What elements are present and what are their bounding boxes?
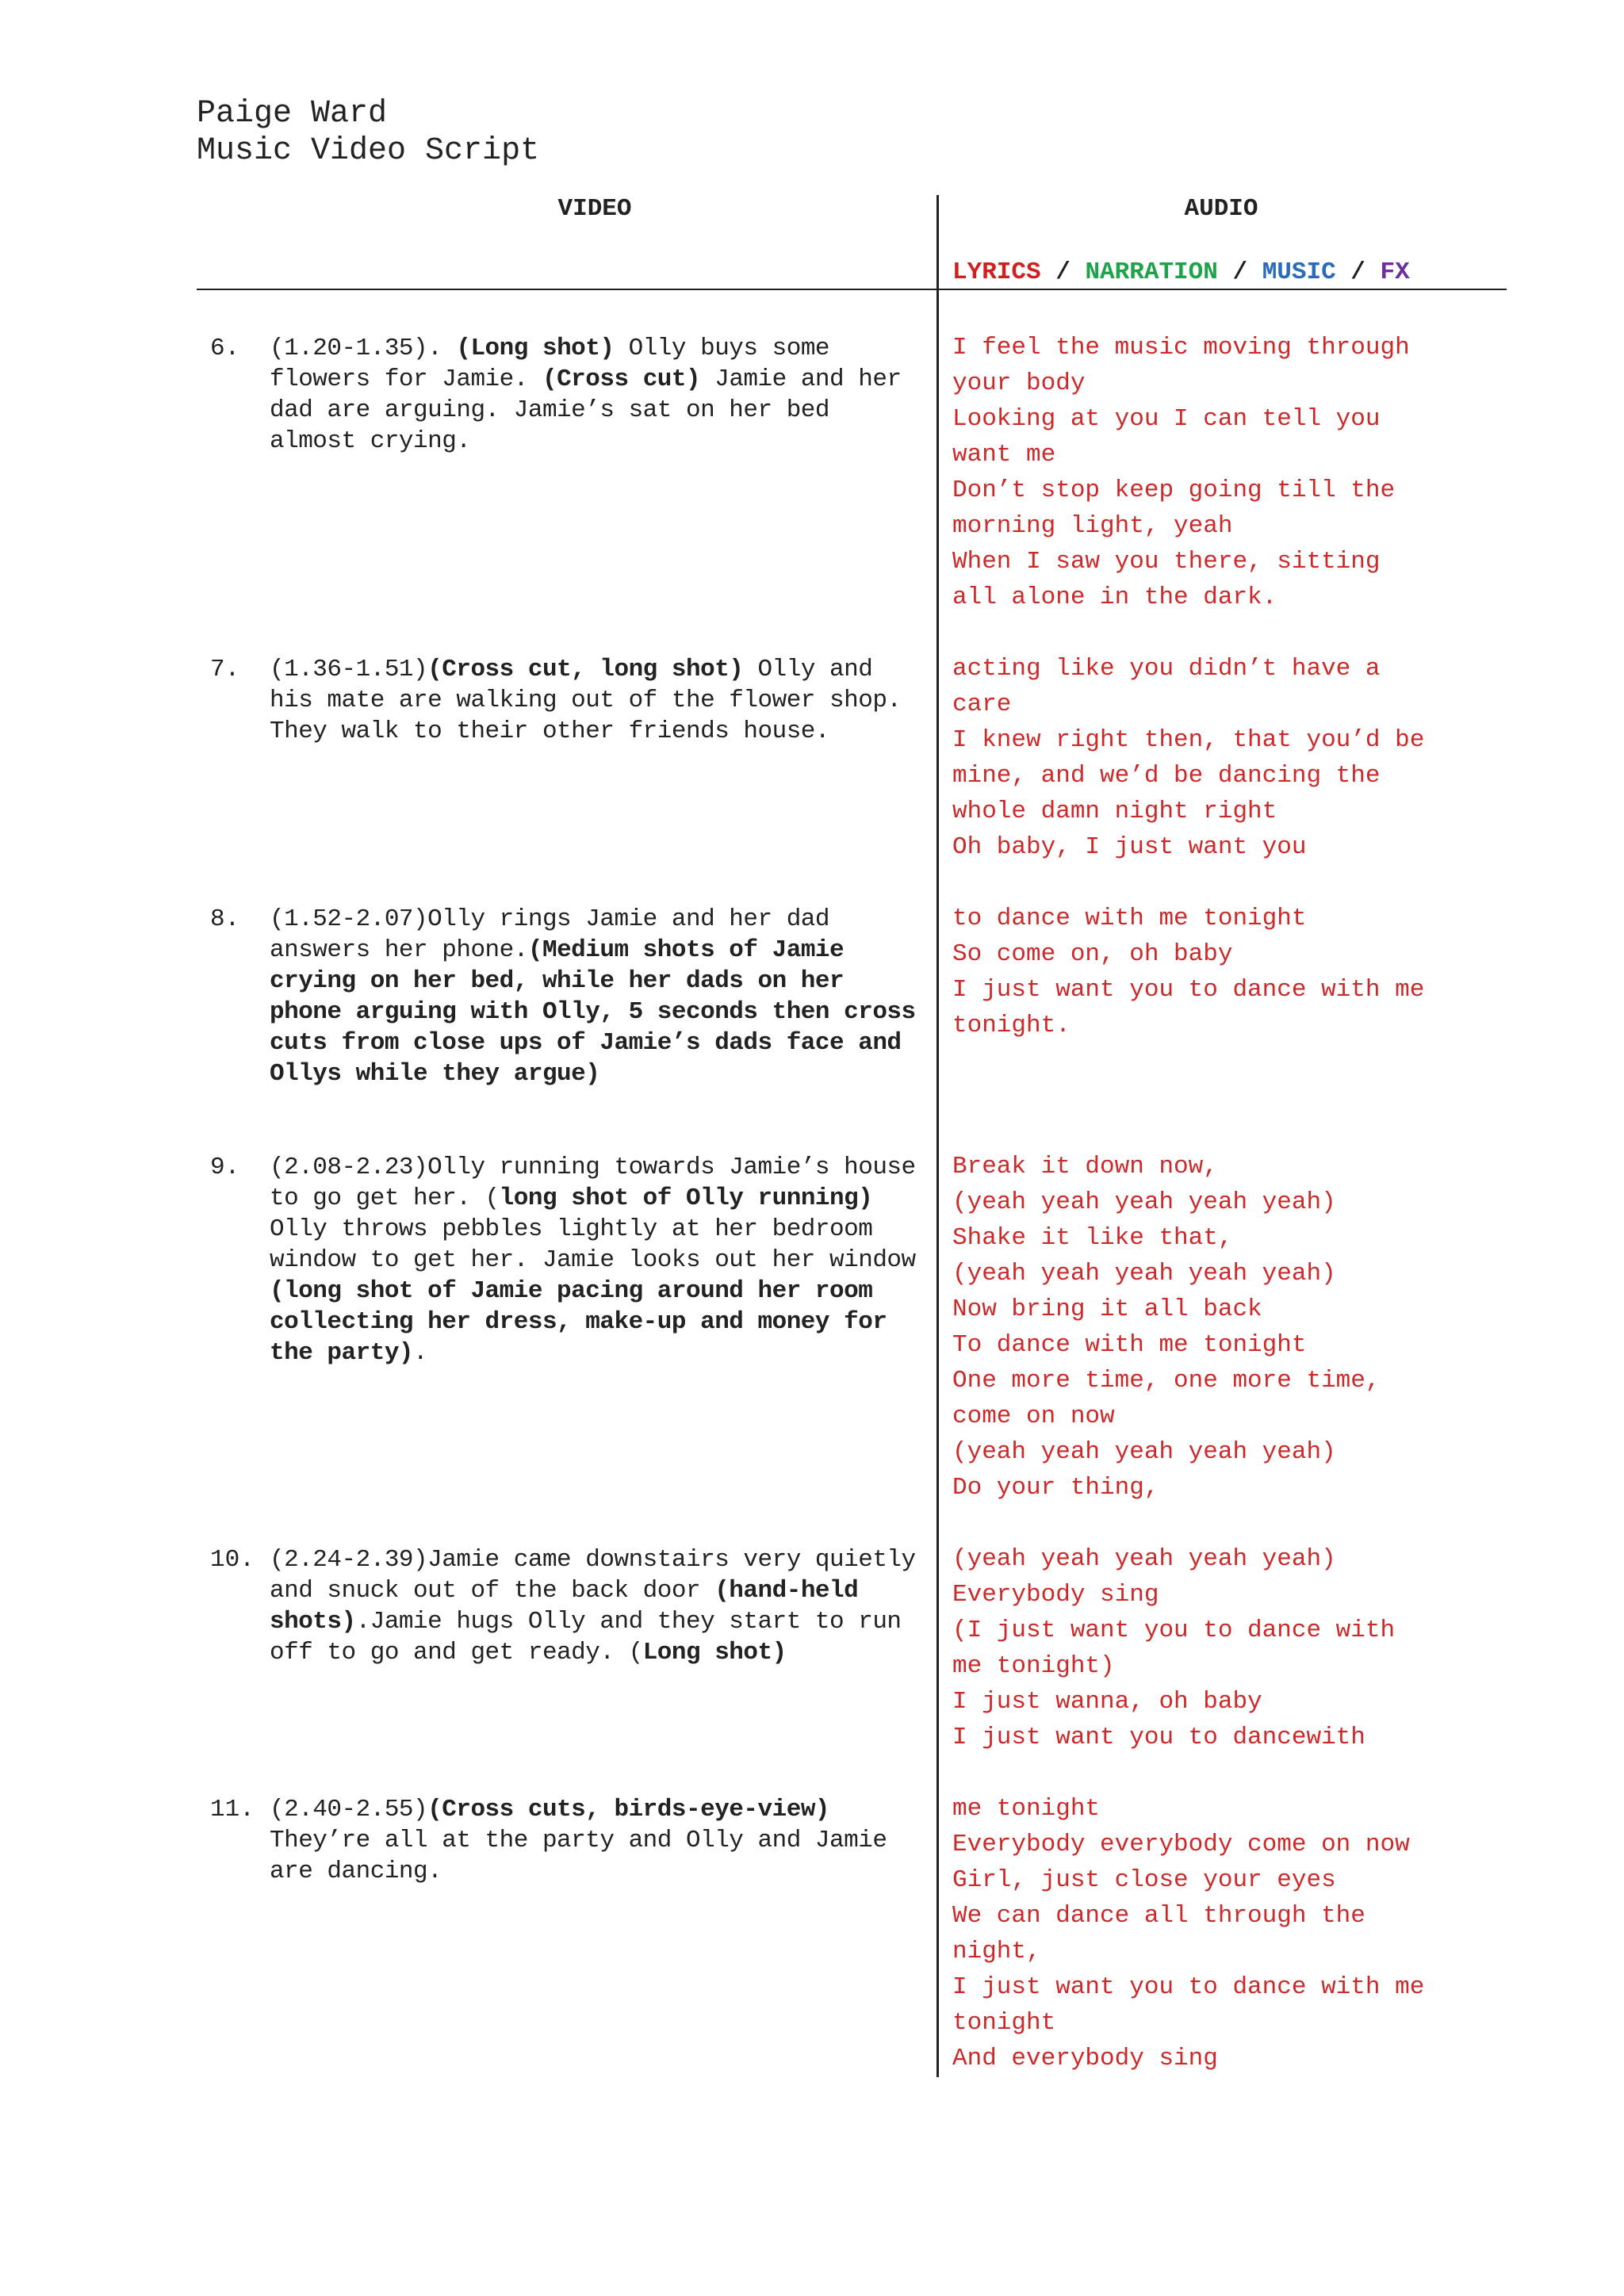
lyric-line: (yeah yeah yeah yeah yeah) — [952, 1545, 1336, 1573]
video-text: (2.08-2.23)Olly running towards Jamie’s house to go get her. ( — [270, 1154, 916, 1212]
lyric-line: Shake it like that, — [952, 1224, 1233, 1252]
scene-video-description — [270, 1794, 920, 1887]
lyric-line: Girl, just close your eyes — [952, 1866, 1336, 1894]
audio-column-header: AUDIO — [1184, 195, 1258, 223]
lyric-line: want me — [952, 441, 1056, 469]
lyric-line: Don’t stop keep going till the — [952, 476, 1396, 504]
lyric-line: whole damn night right — [952, 798, 1277, 825]
lyric-line: I knew right then, that you’d be — [952, 726, 1425, 754]
lyric-line: come on now — [952, 1402, 1115, 1430]
shot-direction: long shot of Olly running) — [499, 1184, 873, 1212]
video-text: (1.52-2.07)Olly rings Jamie and her dad answers her phone. — [270, 905, 830, 964]
video-text: Jamie and her dad are arguing. Jamie’s sat on her bed almost crying. — [270, 365, 902, 455]
lyric-line: all alone in the dark. — [952, 584, 1277, 611]
shot-direction: (hand-held shots) — [270, 1577, 859, 1636]
lyric-line: (yeah yeah yeah yeah yeah) — [952, 1188, 1336, 1216]
lyric-line: I feel the music moving through — [952, 334, 1410, 362]
column-divider — [936, 195, 939, 2077]
video-text: They’re all at the party and Olly and Jamie are dancing. — [270, 1827, 887, 1885]
scene-lyrics — [952, 651, 1500, 865]
scene-number: 9. — [210, 1154, 240, 1181]
scene-video-description — [270, 904, 920, 1089]
scene-number: 8. — [210, 905, 240, 933]
legend-separator: / — [1335, 258, 1381, 286]
scene-number: 10. — [210, 1546, 255, 1574]
lyric-line: So come on, oh baby — [952, 940, 1233, 968]
lyric-line: To dance with me tonight — [952, 1331, 1307, 1359]
lyric-line: mine, and we’d be dancing the — [952, 762, 1381, 790]
shot-direction: (long shot of Jamie pacing around her room collecting her dress, make-up and money for the party) — [270, 1277, 887, 1367]
lyric-line: I just wanna, oh baby — [952, 1688, 1262, 1716]
lyric-line: Break it down now, — [952, 1153, 1218, 1181]
lyric-line: me tonight) — [952, 1652, 1115, 1680]
lyric-line: morning light, yeah — [952, 512, 1233, 540]
video-column-header: VIDEO — [557, 195, 632, 223]
shot-direction: (Medium shots of Jamie crying on her bed, while her dads on her phone arguing with Olly, 5 seconds then cross cuts from close ups of Jamie’s dads face and Ollys while they argue) — [270, 936, 916, 1088]
lyric-line: I just want you to dance with me — [952, 1973, 1425, 2001]
scene-number: 7. — [210, 656, 240, 683]
lyric-line: care — [952, 691, 1012, 718]
scene-number: 11. — [210, 1796, 255, 1823]
shot-direction: (Long shot) — [456, 335, 615, 362]
scene-video-description — [270, 1152, 920, 1368]
legend-narration: NARRATION — [1085, 258, 1218, 286]
scene-video-description — [270, 654, 920, 747]
video-text: (2.40-2.55) — [270, 1796, 428, 1823]
lyric-line: And everybody sing — [952, 2045, 1218, 2072]
shot-direction: (Cross cut, long shot) — [427, 656, 744, 683]
lyric-line: Everybody sing — [952, 1581, 1159, 1609]
lyric-line: night, — [952, 1938, 1041, 1965]
lyric-line: Oh baby, I just want you — [952, 833, 1307, 861]
audio-legend — [952, 257, 1410, 289]
lyric-line: tonight. — [952, 1012, 1071, 1039]
scene-lyrics — [952, 1149, 1500, 1506]
lyric-line: We can dance all through the — [952, 1902, 1365, 1930]
lyric-line: (yeah yeah yeah yeah yeah) — [952, 1438, 1336, 1466]
legend-lyrics: LYRICS — [952, 258, 1041, 286]
lyric-line: Everybody everybody come on now — [952, 1831, 1410, 1858]
scene-lyrics — [952, 901, 1500, 1043]
legend-music: MUSIC — [1262, 258, 1336, 286]
video-text: (1.36-1.51) — [270, 656, 428, 683]
video-text: . — [413, 1339, 428, 1367]
scene-lyrics — [952, 1541, 1500, 1755]
lyric-line: acting like you didn’t have a — [952, 655, 1381, 683]
lyric-line: Do your thing, — [952, 1474, 1159, 1502]
video-text: Olly buys some flowers for Jamie. — [270, 335, 830, 393]
lyric-line: One more time, one more time, — [952, 1367, 1381, 1395]
video-text: (2.24-2.39)Jamie came downstairs very quietly and snuck out of the back door — [270, 1546, 916, 1605]
scene-video-description — [270, 333, 920, 457]
shot-direction: (Cross cut) — [542, 365, 701, 393]
scene-lyrics — [952, 330, 1500, 615]
shot-direction: Long shot) — [642, 1639, 787, 1667]
video-text: Olly and his mate are walking out of the flower shop. They walk to their other friends house. — [270, 656, 902, 745]
legend-separator: / — [1217, 258, 1262, 286]
legend-fx: FX — [1380, 258, 1410, 286]
lyric-line: I just want you to dance with me — [952, 976, 1425, 1004]
lyric-line: Now bring it all back — [952, 1295, 1262, 1323]
scene-video-description — [270, 1544, 920, 1668]
lyric-line: your body — [952, 369, 1086, 397]
video-text: Olly throws pebbles lightly at her bedroom window to get her. Jamie looks out her window — [270, 1215, 916, 1274]
lyric-line: to dance with me tonight — [952, 905, 1307, 932]
lyric-line: me tonight — [952, 1795, 1101, 1823]
lyric-line: (yeah yeah yeah yeah yeah) — [952, 1260, 1336, 1288]
document-title: Music Video Script — [197, 133, 540, 169]
header-rule — [197, 289, 1507, 290]
legend-separator: / — [1040, 258, 1086, 286]
lyric-line: When I saw you there, sitting — [952, 548, 1381, 576]
scene-number: 6. — [210, 335, 240, 362]
video-text: (1.20-1.35). — [270, 335, 457, 362]
lyric-line: Looking at you I can tell you — [952, 405, 1381, 433]
lyric-line: I just want you to dancewith — [952, 1724, 1365, 1751]
author-name: Paige Ward — [197, 96, 388, 132]
lyric-line: (I just want you to dance with — [952, 1617, 1396, 1644]
scene-lyrics — [952, 1791, 1500, 2076]
lyric-line: tonight — [952, 2009, 1056, 2037]
video-text: .Jamie hugs Olly and they start to run off to go and get ready. ( — [270, 1608, 902, 1667]
shot-direction: (Cross cuts, birds-eye-view) — [427, 1796, 830, 1823]
